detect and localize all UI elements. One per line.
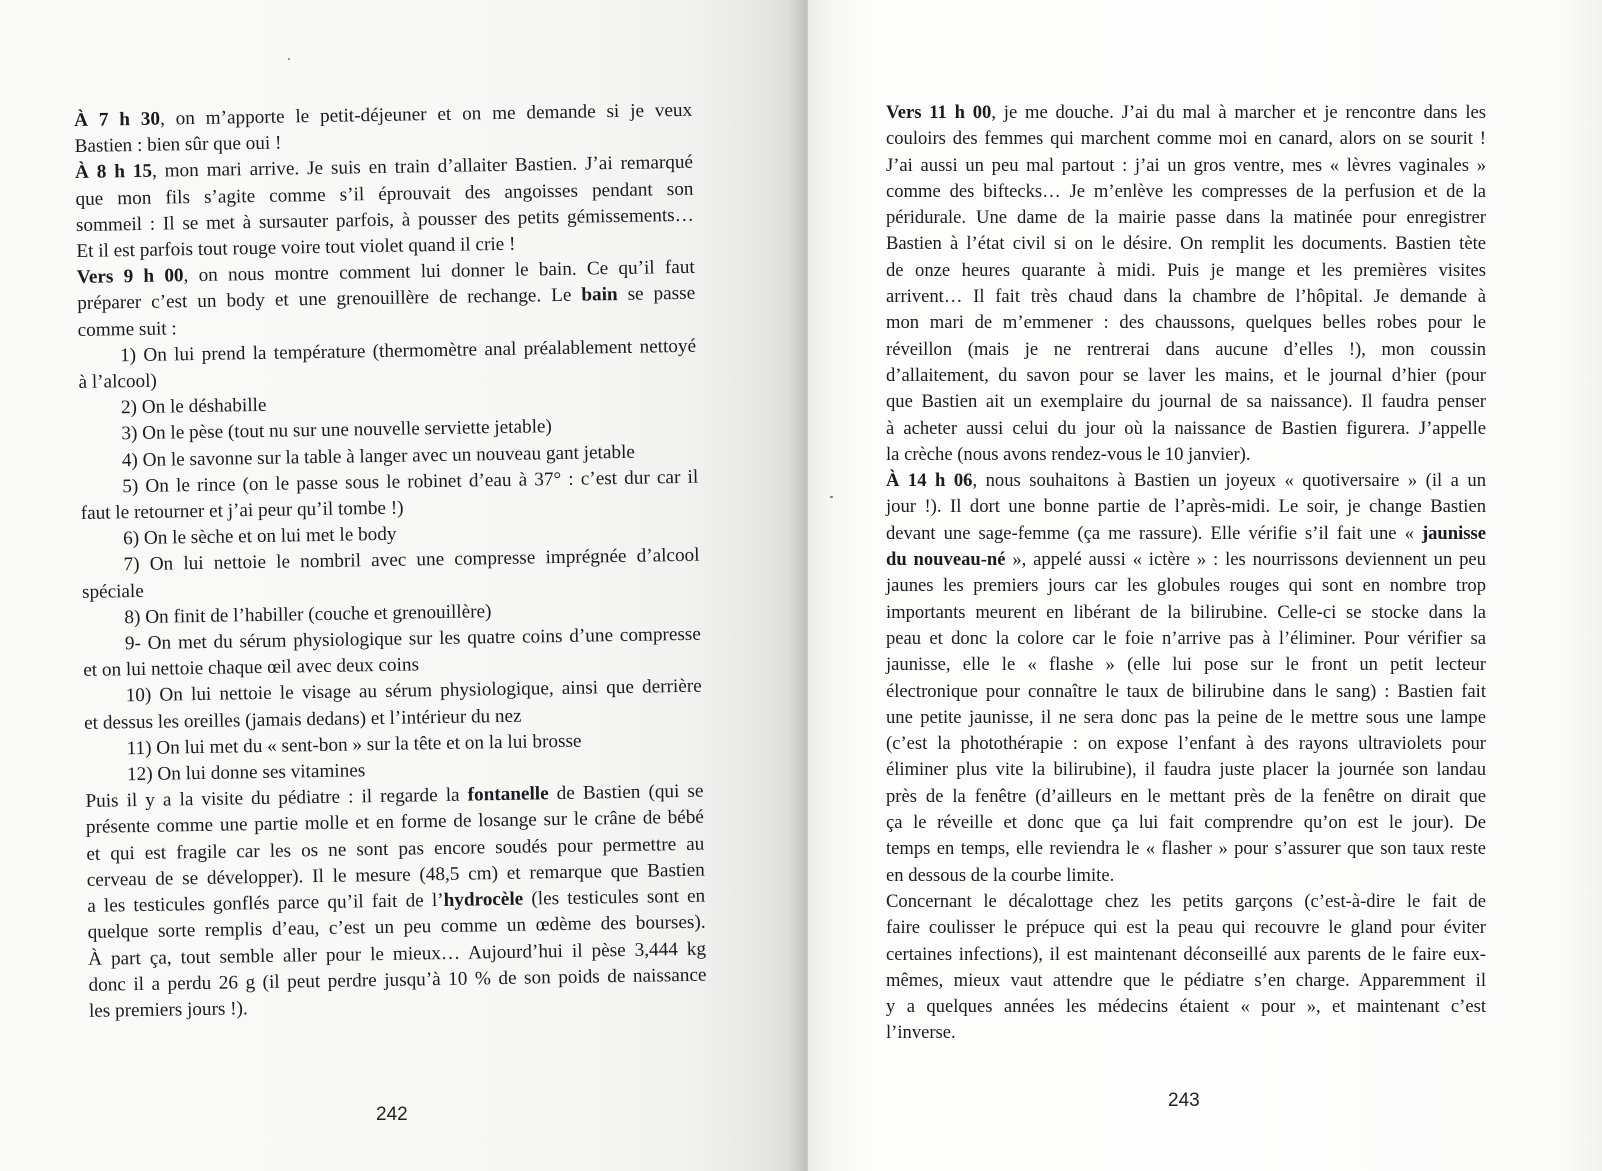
text-line — [886, 1020, 1486, 1046]
bold-text: bain — [581, 284, 618, 307]
text-run: d’allaitement, du savon pour se laver les mains, et le journal d’hier (pour — [886, 364, 1486, 386]
text-run: 10) On lui nettoie le visage au sérum physiologique, ainsi que derrière — [125, 676, 702, 707]
left-page-text — [74, 98, 707, 1025]
text-line — [886, 836, 1486, 862]
text-run: éliminer plus vite la bilirubine), il faudra juste placer la journée son landau — [886, 759, 1486, 781]
text-run: (les testicules sont en — [523, 885, 706, 910]
text-run: a les testicules gonflés parce qu’il fait de l’ — [87, 890, 444, 917]
text-run: Puis il y a la visite du pédiatre : il regarde la — [85, 784, 468, 813]
text-run: 5) On le rince (on le passe sous le robinet d’eau à 37° : c’est dur car il — [122, 466, 699, 498]
text-line — [886, 679, 1486, 705]
text-line — [886, 573, 1486, 599]
text-run: sommeil : Il se met à sursauter parfois, à pousser des petits gémissements… — [75, 204, 695, 236]
text-run: , on m’apporte le petit-déjeuner et on me demande si je veux — [159, 99, 693, 130]
text-run: 3) On le pèse (tout nu sur une nouvelle serviette jetable) — [121, 416, 553, 445]
text-line — [886, 153, 1486, 179]
text-run: y a quelques années les médecins étaient « pour », et maintenant c’est — [886, 996, 1486, 1018]
text-run: , nous souhaitons à Bastien un joyeux « quotiversaire » (il a un — [972, 470, 1486, 492]
text-line — [886, 310, 1486, 336]
text-line — [886, 915, 1486, 941]
text-run: , on nous montre comment lui donner le bain. Ce qu’il faut — [183, 256, 695, 287]
text-run: Et il est parfois tout rouge voire tout violet quand il crie ! — [76, 233, 516, 262]
text-line — [886, 705, 1486, 731]
text-run: 6) On le sèche et on lui met le body — [122, 523, 397, 550]
text-run: à acheter aussi celui du jour où la naissance de Bastien figurera. J’appelle — [886, 417, 1486, 439]
text-run: l’inverse. — [886, 1022, 956, 1044]
bold-text: Vers 9 h 00 — [76, 265, 184, 289]
bold-text: À 7 h 30 — [74, 108, 161, 131]
text-run: de onze heures quarante à midi. Puis je mange et les premières visites — [886, 259, 1486, 281]
text-run: couloirs des femmes qui marchent comme moi en canard, alors on se sourit ! — [886, 128, 1486, 150]
text-run: une petite jaunisse, il ne sera donc pas la peine de le mettre sous une lampe — [886, 706, 1486, 728]
text-run: », appelé aussi « ictère » : les nourrissons deviennent un peu — [1005, 549, 1486, 571]
text-run: les premiers jours !). — [88, 998, 248, 1022]
gutter-shadow — [788, 0, 808, 1171]
text-run: arrivent… Il fait très chaud dans la chambre de l’hôpital. Je demande à — [886, 286, 1486, 308]
text-line — [886, 968, 1486, 994]
text-line — [886, 337, 1486, 363]
text-run: de Bastien (qui se — [548, 780, 704, 805]
text-run: Bastien à l’état civil si on le désire. On remplit les documents. Bastien tète — [886, 233, 1486, 255]
text-run: se passe — [617, 283, 696, 306]
text-run: mêmes, mieux vaut attendre que le pédiatre s’en charge. Apparemment il — [886, 969, 1486, 991]
bold-text: À 14 h 06 — [886, 470, 973, 492]
text-run: comme suit : — [77, 317, 177, 341]
text-run: et qui est fragile car les os ne sont pas encore soudés pour permettre au — [86, 833, 705, 865]
text-run: la crèche (nous avons rendez-vous le 10 janvier). — [886, 443, 1251, 465]
text-run: À part ça, tout semble aller pour le mieux… Aujourd’hui il pèse 3,444 kg — [87, 938, 707, 970]
text-line — [886, 231, 1486, 257]
text-run: comme des biftecks… Je m’enlève les compresses de la perfusion et de la — [886, 180, 1486, 202]
text-run: 9- On met du sérum physiologique sur les quatre coins d’une compresse — [124, 623, 701, 655]
text-run: mon mari de m’emmener : des chaussons, quelques belles robes pour le — [886, 312, 1486, 334]
bold-text: du nouveau-né — [886, 549, 1006, 571]
text-run: électronique pour connaître le taux de bilirubine dans le sang) : Bastien fait — [886, 680, 1486, 702]
page-number-right: 243 — [1168, 1090, 1200, 1111]
text-run: faire coulisser le prépuce qui est la peau qui recouvre le gland pour éviter — [886, 917, 1486, 939]
text-line — [886, 258, 1486, 284]
text-run: peau et donc la colore car le foie n’arrive pas à l’éliminer. Pour vérifier sa — [886, 627, 1486, 649]
text-line — [886, 179, 1486, 205]
text-line — [886, 652, 1486, 678]
text-run: près de la fenêtre (d’ailleurs en le mettant près de la fenêtre on dirait que — [886, 785, 1486, 807]
text-run: présente comme une partie molle et en forme de losange sur le crâne de bébé — [85, 807, 705, 839]
text-line — [886, 942, 1486, 968]
text-run: certaines infections), il est maintenant déconseillé aux parents de le faire eux- — [886, 943, 1486, 965]
text-run: 2) On le déshabille — [120, 395, 267, 419]
bold-text: À 8 h 15 — [74, 161, 153, 184]
text-run: 7) On lui nettoie le nombril avec une compresse imprégnée d’alcool — [123, 545, 700, 576]
text-line — [886, 389, 1486, 415]
text-run: cerveau de se développer). Il le mesure (48,5 cm) et remarque que Bastien — [86, 859, 705, 891]
bold-text: hydrocèle — [443, 888, 524, 912]
text-run: jaunes les premiers jours car les globules rouges qui sont en nombre trop — [886, 575, 1486, 597]
text-run: et on lui nettoie chaque œil avec deux coins — [83, 654, 420, 682]
text-line — [886, 600, 1486, 626]
text-line — [886, 626, 1486, 652]
text-line — [886, 521, 1486, 547]
text-line — [886, 363, 1486, 389]
text-line — [886, 284, 1486, 310]
text-line — [886, 126, 1486, 152]
bold-text: fontanelle — [467, 783, 549, 806]
text-line — [886, 494, 1486, 520]
text-run: ça le réveille et donc que ça lui fait comprendre qu’on est le jour). De — [886, 812, 1486, 834]
text-run: en dessous de la courbe limite. — [886, 864, 1115, 886]
text-line — [886, 889, 1486, 915]
text-line — [886, 468, 1486, 494]
text-run: 1) On lui prend la température (thermomètre anal préalablement nettoyé — [119, 335, 697, 367]
text-line — [886, 784, 1486, 810]
text-run: importants meurent en libérant de la bilirubine. Celle-ci se stocke dans la — [886, 601, 1486, 623]
paper-speck — [830, 496, 833, 498]
text-run: Concernant le décalottage chez les petits garçons (c’est-à-dire le fait de — [886, 890, 1486, 912]
text-run: Bastien : bien sûr que oui ! — [74, 132, 282, 158]
text-run: péridurale. Une dame de la mairie passe dans la matinée pour enregistrer — [886, 207, 1486, 229]
bold-text: jaunisse — [1421, 522, 1486, 544]
text-run: faut le retourner et j’ai peur qu’il tombe !) — [80, 497, 404, 524]
text-line — [886, 757, 1486, 783]
text-run: et dessus les oreilles (jamais dedans) et l’intérieur du nez — [84, 705, 522, 734]
text-run: devant une sage-femme (ça me rassure). Elle vérifie s’il fait une « — [886, 522, 1422, 544]
text-line — [886, 863, 1486, 889]
text-run: , mon mari arrive. Je suis en train d’allaiter Bastien. J’ai remarqué — [151, 152, 694, 183]
text-run: à l’alcool) — [78, 370, 158, 393]
text-run: temps en temps, elle reviendra le « flasher » pour s’assurer que son taux reste — [886, 838, 1486, 860]
text-run: J’ai aussi un peu mal partout : j’ai un gros ventre, mes « lèvres vaginales » — [886, 154, 1486, 176]
text-line — [886, 810, 1486, 836]
text-run: jour !). Il dort une bonne partie de l’après-midi. Le soir, je change Bastien — [886, 496, 1486, 518]
text-run: , je me douche. J’ai du mal à marcher et je rencontre dans les — [991, 102, 1486, 123]
text-line — [886, 205, 1486, 231]
text-run: que mon fils s’agite comme s’il éprouvait des angoisses pendant son — [75, 178, 694, 210]
page-number-left: 242 — [376, 1104, 408, 1125]
text-run: réveillon (mais je ne rentrerai dans aucune d’elles !), mon coussin — [886, 338, 1486, 360]
text-run: spéciale — [81, 580, 144, 603]
text-run: (c’est la photothérapie : on expose l’enfant à des rayons ultraviolets pour — [886, 733, 1486, 755]
text-run: 12) On lui donne ses vitamines — [126, 760, 366, 786]
text-run: 4) On le savonne sur la table à langer avec un nouveau gant jetable — [121, 441, 636, 471]
text-line — [886, 731, 1486, 757]
bold-text: Vers 11 h 00 — [886, 102, 992, 123]
text-line — [886, 416, 1486, 442]
right-page-text — [886, 100, 1486, 1047]
text-run: donc il a perdu 26 g (il peut perdre jusqu’à 10 % de son poids de naissance — [88, 964, 707, 996]
text-run: 11) On lui met du « sent-bon » sur la tête et on la lui brosse — [126, 730, 582, 760]
text-run: quelque sorte remplis d’eau, c’est un peu comme un œdème des bourses). — [87, 911, 706, 944]
paper-speck — [288, 58, 290, 60]
text-line — [886, 100, 1486, 126]
text-run: jaunisse, elle le « flashe » (elle lui pose sur le front un petit lecteur — [886, 654, 1486, 676]
text-run: que Bastien ait un exemplaire du journal de sa naissance). Il faudra penser — [886, 391, 1486, 413]
text-line — [886, 994, 1486, 1020]
text-run: préparer c’est un body et une grenouillère de rechange. Le — [77, 285, 582, 315]
text-run: 8) On finit de l’habiller (couche et grenouillère) — [124, 601, 492, 629]
text-line — [886, 547, 1486, 573]
text-line — [886, 442, 1486, 468]
